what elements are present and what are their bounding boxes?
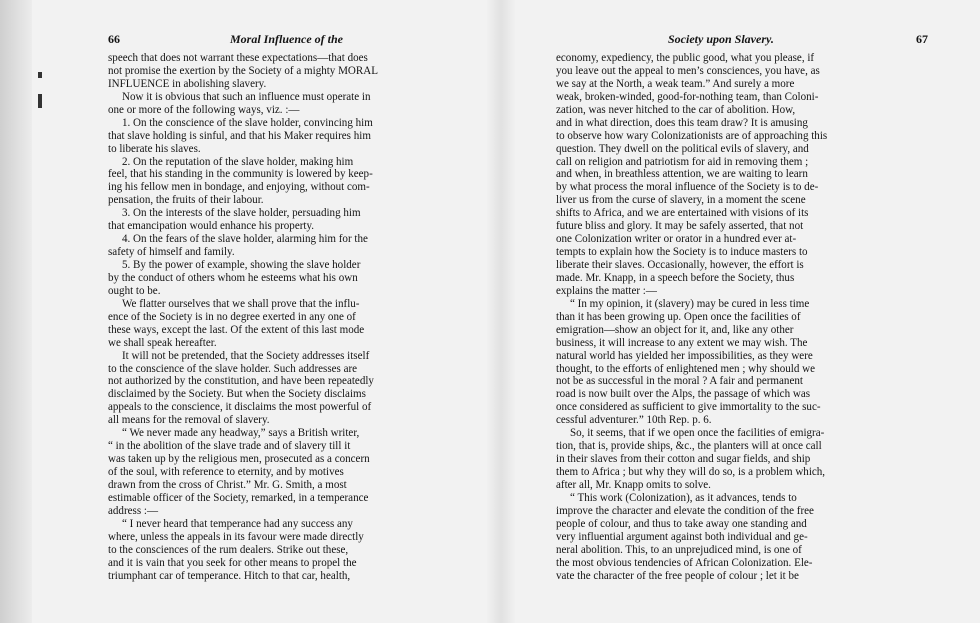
text-line: “ I never heard that temperance had any success any [122,517,353,530]
text-line: not authorized by the constitution, and have been repeatedly [108,375,374,388]
left-page-text [108,52,476,582]
page-number: 66 [108,32,120,46]
text-line: It will not be pretended, that the Society addresses itself [122,349,370,362]
text-line: cessful adventurer.” 10th Rep. p. 6. [556,414,712,427]
text-line: address :— [108,504,159,517]
text-line: pensation, the fruits of their labour. [108,194,264,207]
text-line: once considered as sufficient to give immortality to the suc- [556,401,821,414]
text-line: “ In my opinion, it (slavery) may be cured in less time [570,297,810,310]
text-line: 5. By the power of example, showing the slave holder [122,259,361,271]
text-line: safety of himself and family. [108,246,235,259]
text-line: call on religion and patriotism for aid in removing them ; [556,155,809,168]
text-line: feel, that his standing in the community is lowered by keep- [108,168,373,181]
book-gutter [486,0,516,623]
text-line: very influential argument against both individual and ge- [556,530,808,543]
text-line: INFLUENCE in abolishing slavery. [108,77,267,90]
text-line: speech that does not warrant these expectations—that does [108,52,368,64]
right-page-text [556,52,928,582]
text-line: of the soul, with reference to eternity, and by motives [108,466,344,478]
text-line: drawn from the cross of Christ.” Mr. G. Smith, a most [108,478,347,491]
text-line: future bliss and glory. It may be safely asserted, that not [556,220,804,233]
text-line: not be as successful in the moral ? A fair and permanent [556,375,803,388]
margin-mark [38,94,42,108]
text-line: you leave out the appeal to men’s consciences, you have, as [556,64,820,77]
text-line: liver us from the curse of slavery, in a moment the scene [556,194,806,207]
left-page [108,32,476,582]
text-line: that slave holding is sinful, and that his Maker requires him [108,129,371,142]
text-line: weak, broken-winded, good-for-nothing team, than Coloni- [556,90,819,103]
text-line: we say at the North, a weak team.” And surely a more [556,77,795,90]
text-line: all means for the removal of slavery. [108,414,270,427]
text-line: improve the character and elevate the condition of the free [556,504,814,517]
text-line: them to Africa ; but why they will do so, is a problem which, [556,466,826,478]
text-line: explains the matter :— [556,284,657,297]
page-number: 67 [916,32,928,46]
text-line: and it is vain that you seek for other means to propel the [108,556,357,569]
text-line: road is now built over the Alps, the passage of which was [556,388,811,401]
margin-mark [38,72,42,78]
text-line: where, unless the appeals in its favour were made directly [108,530,364,543]
text-line: that emancipation would enhance his property. [108,220,315,233]
text-line: zation, was never hitched to the car of abolition. How, [556,103,796,116]
right-page [556,32,928,582]
text-line: in their slaves from their cotton and sugar fields, and ship [556,453,811,466]
text-line: “ in the abolition of the slave trade and of slavery till it [108,440,351,453]
text-line: So, it seems, that if we open once the facilities of emigra- [570,427,825,440]
text-line: to the conscience of the slave holder. Such addresses are [108,362,358,375]
text-line: tion, that is, provide ships, &c., the planters will at once call [556,440,822,453]
text-line: thought, to the efforts of enlightened men ; why should we [556,362,816,375]
text-line: and when, in breathless attention, we are waiting to learn [556,168,808,181]
text-line: vate the character of the free people of colour ; let it be [556,569,799,582]
text-line: neral abolition. This, to an unprejudiced mind, is one of [556,543,802,556]
text-line: we shall speak hereafter. [108,336,217,349]
text-line: and in what direction, does this team draw? It is amusing [556,116,808,129]
text-line: 4. On the fears of the slave holder, alarming him for the [122,233,368,246]
text-line: than it has been growing up. Open once the facilities of [556,310,801,323]
text-line: tempts to explain how the Society is to induce masters to [556,246,808,259]
text-line: estimable officer of the Society, remarked, in a temperance [108,491,369,504]
text-line: disclaimed by the Society. But when the Society disclaims [108,388,366,401]
text-line: triumphant car of temperance. Hitch to that car, health, [108,569,351,582]
text-line: ence of the Society is in no degree exerted in any one of [108,310,356,323]
text-line: ought to be. [108,284,161,297]
text-line: Now it is obvious that such an influence must operate in [122,90,371,103]
running-title: Society upon Slavery. [668,32,774,46]
text-line: We flatter ourselves that we shall prove that the influ- [122,297,360,310]
text-line: made. Mr. Knapp, in a speech before the Society, thus [556,271,795,284]
text-line: one Colonization writer or orator in a hundred ever at- [556,233,797,246]
text-line: liberate their slaves. Occasionally, however, the effort is [556,259,804,271]
text-line: appeals to the conscience, it disclaims the most powerful of [108,401,372,414]
text-line: by the conduct of others whom he esteems what his own [108,271,358,284]
text-line: 3. On the interests of the slave holder, persuading him [122,207,361,220]
text-line: these ways, except the last. Of the extent of this last mode [108,323,365,336]
text-line: business, it will increase to any extent we may wish. The [556,336,808,349]
text-line: by what process the moral influence of the Society is to de- [556,181,819,194]
right-page-header [556,32,928,52]
text-line: people of colour, and thus to take away one standing and [556,517,807,530]
text-line: 2. On the reputation of the slave holder, making him [122,155,354,168]
text-line: “ We never made any headway,” says a British writer, [122,427,360,440]
running-title: Moral Influence of the [230,32,344,46]
text-line: after all, Mr. Knapp omits to solve. [556,478,711,491]
text-line: one or more of the following ways, viz. :— [108,103,300,116]
text-line: economy, expediency, the public good, what you please, if [556,52,815,64]
text-line: was taken up by the religious men, prosecuted as a concern [108,453,370,466]
text-line: not promise the exertion by the Society of a mighty MORAL [108,64,378,77]
text-line: to observe how wary Colonizationists are of approaching this [556,129,828,142]
text-line: 1. On the conscience of the slave holder, convincing him [122,116,373,129]
text-line: to the consciences of the rum dealers. Strike out these, [108,543,349,556]
left-page-header [108,32,476,52]
text-line: question. They dwell on the political evils of slavery, and [556,142,809,155]
text-line: the most obvious tendencies of African Colonization. Ele- [556,556,813,569]
text-line: ing his fellow men in bondage, and enjoying, without com- [108,181,370,194]
text-line: emigration—show an object for it, and, like any other [556,323,794,336]
text-line: to liberate his slaves. [108,142,201,155]
text-line: natural world has yielded her impossibilities, as they were [556,349,813,362]
text-line: shifts to Africa, and we are entertained with visions of its [556,207,809,220]
text-line: “ This work (Colonization), as it advances, tends to [570,491,797,504]
